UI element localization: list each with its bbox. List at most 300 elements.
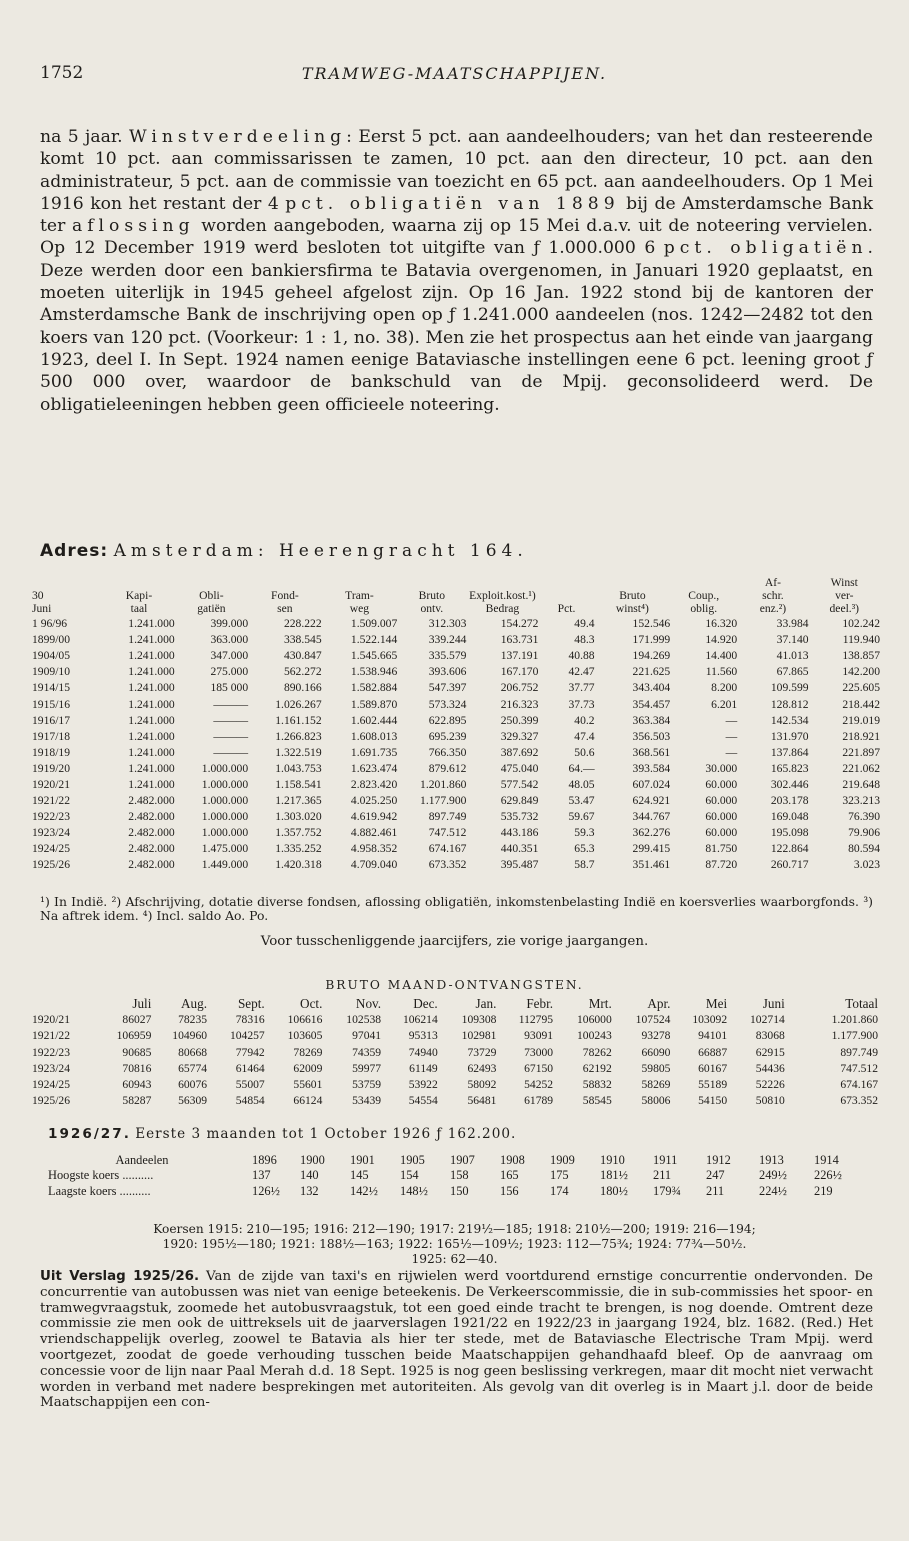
table-cell: 74940: [408, 1045, 438, 1059]
table-cell: 1909/10: [32, 665, 71, 679]
table-cell: 275.000: [210, 665, 249, 679]
table-cell: 58006: [641, 1094, 671, 1108]
table-cell: 74359: [352, 1045, 382, 1059]
table-cell: 104257: [229, 1029, 265, 1043]
table-row: [32, 857, 880, 873]
table-cell: 100243: [576, 1029, 612, 1043]
table-cell: 137.864: [770, 745, 809, 759]
column-header: schr.: [762, 589, 784, 603]
column-header: Bruto: [418, 589, 446, 603]
table-cell: 47.4: [574, 729, 595, 743]
table-cell: 62915: [755, 1045, 785, 1059]
column-header: [248, 576, 321, 589]
table-cell: 60076: [178, 1078, 208, 1092]
body-text-run: bij de Amsterdamsche Bank ter: [40, 193, 873, 237]
table-cell: 1920/21: [32, 777, 71, 791]
column-header: [397, 576, 466, 589]
table-cell: 430.847: [283, 649, 322, 663]
table-row: [32, 1184, 868, 1199]
monthly-receipts-table: [32, 996, 878, 1109]
table-cell: 59977: [352, 1061, 382, 1075]
table-cell: 695.239: [428, 729, 467, 743]
table-cell: 138.857: [842, 649, 880, 663]
table-cell: 122.864: [770, 842, 809, 856]
table-cell: 1.217.365: [275, 794, 322, 808]
table-cell: 1917/18: [32, 729, 71, 743]
table-cell: 1.522.144: [350, 633, 398, 647]
table-cell: 50.6: [574, 745, 595, 759]
share-price-history: [30, 1222, 879, 1267]
table-cell: 158: [450, 1168, 469, 1183]
column-header: [32, 996, 89, 1012]
table-cell: 42.47: [568, 665, 595, 679]
table-cell: 55007: [235, 1078, 265, 1092]
column-header: [103, 576, 174, 589]
table-cell: 156: [500, 1183, 519, 1198]
table-cell: 219: [814, 1183, 833, 1198]
table-row: [32, 793, 880, 809]
table-cell: 577.542: [500, 777, 539, 791]
table-cell: 79.906: [848, 826, 880, 840]
table-cell: 65774: [178, 1061, 208, 1075]
table-header-row: [32, 996, 878, 1012]
table-cell: 154.272: [500, 617, 539, 631]
emphasis-spaced-text: aflossing: [71, 216, 195, 237]
table-cell: 1.241.000: [128, 665, 175, 679]
column-header: 1896: [252, 1153, 277, 1167]
column-header: Jan.: [475, 996, 497, 1011]
table-cell: 109.599: [770, 681, 809, 695]
column-header: 30: [32, 589, 44, 603]
table-cell: 95313: [408, 1029, 438, 1043]
table-row: [32, 809, 880, 825]
table-cell: 440.351: [500, 842, 539, 856]
table-cell: 80668: [178, 1045, 208, 1059]
table-cell: 4.619.942: [350, 810, 398, 824]
table-cell: 1.201.860: [831, 1013, 878, 1027]
table-cell: 1920/21: [32, 1013, 71, 1027]
table-cell: —: [725, 729, 738, 743]
table-cell: 8.200: [711, 681, 738, 695]
table-cell: 1918/19: [32, 745, 71, 759]
table-cell: 225.605: [842, 681, 880, 695]
table-cell: 1.335.252: [275, 842, 322, 856]
table-cell: 2.482.000: [128, 826, 175, 840]
page-header: [40, 63, 869, 87]
table-cell: 60943: [122, 1078, 152, 1092]
table-cell: 175: [550, 1168, 569, 1183]
table-row: [32, 841, 880, 857]
table-cell: 1.241.000: [128, 777, 175, 791]
table-cell: 81.750: [705, 842, 738, 856]
table-cell: 218.921: [842, 729, 880, 743]
table-cell: 140: [300, 1168, 319, 1183]
table-cell: 1.241.000: [128, 745, 175, 759]
table-cell: ———: [213, 729, 249, 743]
table-cell: 1916/17: [32, 713, 71, 727]
column-header: Dec.: [413, 996, 438, 1011]
table-cell: 1921/22: [32, 1029, 71, 1043]
table-cell: 78235: [178, 1013, 208, 1027]
monthly-receipts-title: BRUTO MAAND-ONTVANGSTEN.: [325, 978, 584, 992]
column-header: Apr.: [647, 996, 671, 1011]
table-cell: 67.865: [776, 665, 809, 679]
table-cell: 102.242: [842, 617, 880, 631]
body-text-run: . Deze werden door een bankiersfirma te Batavia overgenomen, in Januari 1920 geplaatst, en moeten uiterlijk in 1945 geheel afgelost zijn. Op 16 Jan. 1922 stond bij de kantoren der Amsterdamsche Bank de inschrijving open op ƒ 1.241.000 aandeelen (nos. 1242—2482 tot den koers van 120 pct. (Voorkeur: 1 : 1, no. 38). Men zie het prospectus aan het einde van jaargang 1923, deel I. In Sept. 1924 namen eenige Bataviasche instellingen eene 6 pct. leening groot ƒ 500 000 over, waardoor de bankschuld van de Mpij. geconsolideerd werd. De obligatieleeningen hebben geen officieele noteering.: [40, 238, 874, 415]
table-cell: 62493: [467, 1061, 497, 1075]
table-cell: 4.882.461: [350, 826, 398, 840]
table-cell: 109308: [461, 1013, 497, 1027]
table-cell: 335.579: [428, 649, 467, 663]
table-cell: 1.241.000: [128, 633, 175, 647]
table-cell: 622.895: [428, 713, 467, 727]
table-cell: 399.000: [210, 617, 249, 631]
table-cell: 1.608.013: [350, 729, 398, 743]
table-cell: 65.3: [574, 842, 595, 856]
column-header: Juni: [32, 602, 52, 616]
table-cell: 1.691.735: [350, 745, 398, 759]
table-cell: 228.222: [283, 617, 322, 631]
table-cell: 4.025.250: [350, 794, 398, 808]
column-header: Juni: [762, 996, 785, 1011]
column-header: [175, 576, 248, 589]
table-cell: 55601: [293, 1078, 323, 1092]
table-cell: 58287: [122, 1094, 152, 1108]
column-header: Coup.,: [688, 589, 720, 603]
column-header: Winst: [830, 576, 858, 589]
column-header: ver-: [835, 589, 854, 603]
table-cell: 93278: [641, 1029, 671, 1043]
table-cell: 53922: [408, 1078, 438, 1092]
table-cell: 41.013: [776, 649, 809, 663]
table-cell: 48.3: [574, 633, 595, 647]
body-text-run: : Eerst 5 pct. aan aandeelhouders; van het dan resteerende komt 10 pct. aan commissarissen te zamen, 10 pct. aan den directeur, 10 pct. aan den administrateur, 5 pct. aan de commissie van toezicht en 65 pct. aan aandeelhouders. Op 1 Mei 1916 kon het restant der 4: [40, 127, 873, 214]
column-header: 1912: [706, 1153, 731, 1167]
table-cell: 165.823: [770, 761, 809, 775]
table-cell: 56309: [178, 1094, 208, 1108]
table-cell: 1904/05: [32, 649, 71, 663]
column-header: deel.³): [829, 602, 860, 616]
table-cell: 219.648: [842, 777, 880, 791]
table-cell: 58269: [641, 1078, 671, 1092]
table-cell: 562.272: [283, 665, 322, 679]
table-cell: 363.000: [210, 633, 249, 647]
column-header: [538, 589, 594, 602]
column-header: 1908: [500, 1153, 525, 1167]
table-cell: 1.241.000: [128, 649, 175, 663]
table-cell: 106000: [576, 1013, 612, 1027]
table-cell: 1.589.870: [350, 697, 398, 711]
table-cell: 766.350: [428, 745, 467, 759]
table-cell: 102714: [750, 1013, 785, 1027]
table-cell: 54854: [235, 1094, 265, 1108]
table-cell: 83068: [755, 1029, 785, 1043]
table-cell: 142.534: [770, 713, 809, 727]
table-cell: 249½: [759, 1168, 787, 1183]
column-header: Obli-: [199, 589, 224, 603]
table-cell: 54150: [698, 1094, 728, 1108]
table-cell: 56481: [467, 1094, 497, 1108]
body-text-run: na 5 jaar.: [40, 127, 129, 147]
column-header: Nov.: [355, 996, 382, 1011]
table-cell: 673.352: [428, 858, 467, 872]
table-cell: 60.000: [705, 794, 738, 808]
column-header: Oct.: [300, 996, 323, 1011]
table-cell: 203.178: [770, 794, 809, 808]
table-cell: 1.043.753: [275, 761, 322, 775]
table-row: [32, 1077, 878, 1093]
table-cell: 54554: [408, 1094, 438, 1108]
column-header: Tram-: [345, 589, 374, 603]
table-cell: 107524: [635, 1013, 671, 1027]
table-cell: 343.404: [632, 681, 671, 695]
table-cell: 64.—: [568, 761, 595, 775]
table-cell: 354.457: [632, 697, 671, 711]
column-header: [32, 576, 103, 589]
table-cell: 1923/24: [32, 1061, 71, 1075]
table-cell: 70816: [122, 1061, 152, 1075]
table-cell: 1.357.752: [275, 826, 322, 840]
column-header: Aug.: [181, 996, 208, 1011]
table-cell: 97041: [352, 1029, 382, 1043]
table-cell: 87.720: [705, 858, 738, 872]
share-price-line: Koersen 1915: 210—195; 1916: 212—190; 1917: 219½—185; 1918: 210½—200; 1919: 216—194;: [153, 1222, 756, 1236]
table-cell: 250.399: [500, 713, 539, 727]
table-cell: 351.461: [632, 858, 671, 872]
page-number: 1752: [40, 63, 84, 83]
table-row: [32, 1093, 878, 1109]
table-cell: 145: [350, 1168, 369, 1183]
table-cell: 607.024: [632, 777, 671, 791]
table-cell: ———: [213, 697, 249, 711]
table-cell: 62192: [582, 1061, 612, 1075]
table-cell: 1914/15: [32, 681, 71, 695]
table-cell: 102981: [461, 1029, 497, 1043]
table-cell: 224½: [759, 1183, 787, 1198]
table-cell: 674.167: [840, 1078, 878, 1092]
column-header: Mrt.: [588, 996, 612, 1011]
table-cell: 104960: [172, 1029, 208, 1043]
table-cell: 1.266.823: [275, 729, 322, 743]
table-cell: 128.812: [770, 697, 809, 711]
column-header: [466, 576, 538, 589]
table-cell: 890.166: [283, 681, 322, 695]
table-cell: 52226: [755, 1078, 785, 1092]
table-cell: 150: [450, 1183, 469, 1198]
column-header: Exploit.kost.¹): [469, 589, 536, 603]
table-cell: 879.612: [428, 761, 467, 775]
table-row: [32, 680, 880, 696]
table-cell: 40.2: [574, 713, 595, 727]
table-cell: 2.482.000: [128, 810, 175, 824]
table-cell: 106959: [116, 1029, 152, 1043]
table-cell: 185 000: [210, 681, 249, 695]
column-header: Febr.: [526, 996, 554, 1011]
table-cell: 169.048: [770, 810, 809, 824]
table-cell: 1.201.860: [420, 777, 467, 791]
table-row: [32, 616, 880, 632]
column-header: gatiën: [197, 602, 226, 616]
column-header: Kapi-: [125, 589, 153, 603]
column-header: Af-: [764, 576, 781, 589]
column-header: 1905: [400, 1153, 425, 1167]
table-cell: 1925/26: [32, 858, 71, 872]
table-cell: 131.970: [770, 729, 809, 743]
table-cell: 58092: [467, 1078, 497, 1092]
table-cell: 152.546: [632, 617, 671, 631]
table-cell: 77942: [235, 1045, 265, 1059]
column-header: taal: [130, 602, 148, 616]
table-cell: 1.026.267: [275, 697, 322, 711]
table-cell: 112795: [518, 1013, 554, 1027]
table-cell: 624.921: [632, 794, 671, 808]
column-header: Aandeelen: [115, 1153, 169, 1167]
table-cell: 59.3: [574, 826, 595, 840]
table-row: [32, 777, 880, 793]
table-cell: 53439: [352, 1094, 382, 1108]
table-header-row: [32, 602, 880, 615]
column-header: 1911: [653, 1153, 678, 1167]
table-cell: 363.384: [632, 713, 671, 727]
table-cell: 1.602.444: [350, 713, 398, 727]
table-cell: 211: [653, 1168, 672, 1183]
table-cell: 78262: [582, 1045, 612, 1059]
table-cell: 1915/16: [32, 697, 71, 711]
table-cell: 1919/20: [32, 761, 71, 775]
table-cell: 174: [550, 1183, 569, 1198]
table-cell: 356.503: [632, 729, 671, 743]
column-header: 1901: [350, 1153, 375, 1167]
table-cell: 1.177.900: [420, 794, 467, 808]
column-header: Totaal: [845, 996, 878, 1011]
table-cell: 218.442: [842, 697, 880, 711]
table-cell: 1921/22: [32, 794, 71, 808]
season-text: Eerste 3 maanden tot 1 October 1926 ƒ 162.200.: [135, 1126, 517, 1142]
address-value: Amsterdam: Heerengracht 164.: [113, 541, 528, 561]
table-cell: 58545: [582, 1094, 612, 1108]
table-cell: 338.545: [283, 633, 322, 647]
table-cell: 347.000: [210, 649, 249, 663]
table-cell: 393.606: [428, 665, 467, 679]
table-cell: 221.625: [632, 665, 671, 679]
column-header: winst⁴): [615, 602, 649, 616]
table-cell: 547.397: [428, 681, 467, 695]
table-cell: 387.692: [500, 745, 539, 759]
table-cell: 1.303.020: [275, 810, 322, 824]
table-cell: 66887: [698, 1045, 728, 1059]
table-cell: 16.320: [705, 617, 738, 631]
table-cell: 78316: [235, 1013, 265, 1027]
table-cell: 1.241.000: [128, 681, 175, 695]
table-cell: 171.999: [632, 633, 671, 647]
table-cell: 221.897: [842, 745, 880, 759]
body-text: [40, 126, 873, 416]
table-row: [32, 825, 880, 841]
table-cell: 368.561: [632, 745, 671, 759]
table-cell: 312.303: [428, 617, 467, 631]
table-row: [32, 728, 880, 744]
table-cell: 165: [500, 1168, 519, 1183]
table-cell: 73000: [524, 1045, 554, 1059]
table-cell: 106214: [402, 1013, 438, 1027]
table-cell: 142½: [350, 1183, 378, 1198]
table-cell: 59805: [641, 1061, 671, 1075]
table-cell: 747.512: [428, 826, 467, 840]
body-text-run: worden aangeboden, waarna zij op 15 Mei d.a.v. uit de noteering vervielen. Op 12 December 1919 werd besloten tot uitgifte van ƒ 1.000.000 6: [40, 216, 873, 259]
table-cell: 260.717: [770, 858, 809, 872]
table-cell: 40.88: [568, 649, 595, 663]
table-cell: 1.241.000: [128, 697, 175, 711]
season-line: [48, 1126, 516, 1142]
table-cell: 154: [400, 1168, 419, 1183]
column-header: 1910: [600, 1153, 625, 1167]
report-text: Van de zijde van taxi's en rijwielen werd voortdurend ernstige concurrentie ondervonden. De concurrentie van autobussen was niet van eenige beteekenis. De Verkeerscommissie, die in sub-commissies het spoor- en tramwegvraagstuk, zoomede het autobusvraagstuk, tot een goed einde tracht te brengen, is nog doende. Omtrent deze commissie zie men ook de uittreksels uit de jaarverslagen 1921/22 en 1922/23 in jaargang 1924, blz. 1682. (Red.) Het vriendschappelijk overleg, zoowel te Batavia als hier ter stede, met de Bataviasche Electrische Tram Mpij. werd voortgezet, zoodat de goede verhouding tusschen beide Maatschappijen gehandhaafd bleef. Op de aanvraag om concessie voor de lijn naar Paal Merah d.d. 18 Sept. 1925 is nog geen beslissing verkregen, maar dit mocht niet verwacht worden in verband met nadere besprekingen met autoriteiten. Als gevolg van dit overleg is in Maart j.l. door de beide Maatschappijen een con-: [40, 1269, 873, 1411]
column-header: Fond-: [271, 589, 299, 603]
share-price-line: 1920: 195½—180; 1921: 188½—163; 1922: 165½—109½; 1923: 112—75¾; 1924: 77¾—50½.: [162, 1237, 747, 1251]
table-cell: 142.200: [842, 665, 880, 679]
table-cell: 102538: [346, 1013, 382, 1027]
column-header: Mei: [705, 996, 728, 1011]
table-cell: 106616: [287, 1013, 323, 1027]
table-header-row: [32, 1153, 868, 1168]
table-cell: ———: [213, 745, 249, 759]
table-cell: 1.420.318: [275, 858, 322, 872]
column-header: 1913: [759, 1153, 784, 1167]
table-cell: 167.170: [500, 665, 539, 679]
table-cell: 62009: [293, 1061, 323, 1075]
table-cell: 37.73: [568, 697, 595, 711]
column-header: 1914: [814, 1153, 839, 1167]
table-row: [32, 1045, 878, 1061]
table-cell: ———: [213, 713, 249, 727]
table-cell: 1922/23: [32, 810, 71, 824]
table-cell: 4.709.040: [350, 858, 398, 872]
column-header: Pct.: [557, 602, 576, 616]
table-cell: 66090: [641, 1045, 671, 1059]
table-cell: 37.140: [776, 633, 809, 647]
table-cell: 323.213: [842, 794, 880, 808]
table-cell: 126½: [252, 1183, 280, 1198]
table-cell: 1.000.000: [201, 777, 249, 791]
table-cell: 573.324: [428, 697, 467, 711]
column-header: Bruto: [619, 589, 646, 603]
table-cell: 33.984: [776, 617, 809, 631]
table-cell: 1.177.900: [831, 1029, 878, 1043]
table-header-row: [32, 589, 880, 602]
table-cell: 60.000: [705, 777, 738, 791]
table-cell: 163.731: [500, 633, 539, 647]
table-header-row: [32, 576, 880, 589]
table-row: [32, 1168, 868, 1183]
table-cell: 49.4: [574, 617, 595, 631]
table-cell: 61789: [524, 1094, 554, 1108]
table-row: [32, 1012, 878, 1028]
table-cell: Hoogste koers ..........: [48, 1168, 154, 1183]
column-header: 1909: [550, 1153, 575, 1167]
table-cell: 86027: [122, 1013, 152, 1027]
table-cell: 206.752: [500, 681, 539, 695]
table-cell: 179¾: [653, 1183, 681, 1198]
table-cell: 1.582.884: [350, 681, 398, 695]
column-header: [322, 576, 398, 589]
table-cell: 137: [252, 1168, 271, 1183]
report-label: Uit Verslag 1925/26.: [40, 1269, 200, 1284]
emphasis-spaced-text: pct. obligatiën: [663, 238, 868, 259]
share-price-table: [32, 1153, 868, 1199]
table-cell: 393.584: [632, 761, 671, 775]
table-cell: 443.186: [500, 826, 539, 840]
table-row: [32, 1061, 878, 1077]
